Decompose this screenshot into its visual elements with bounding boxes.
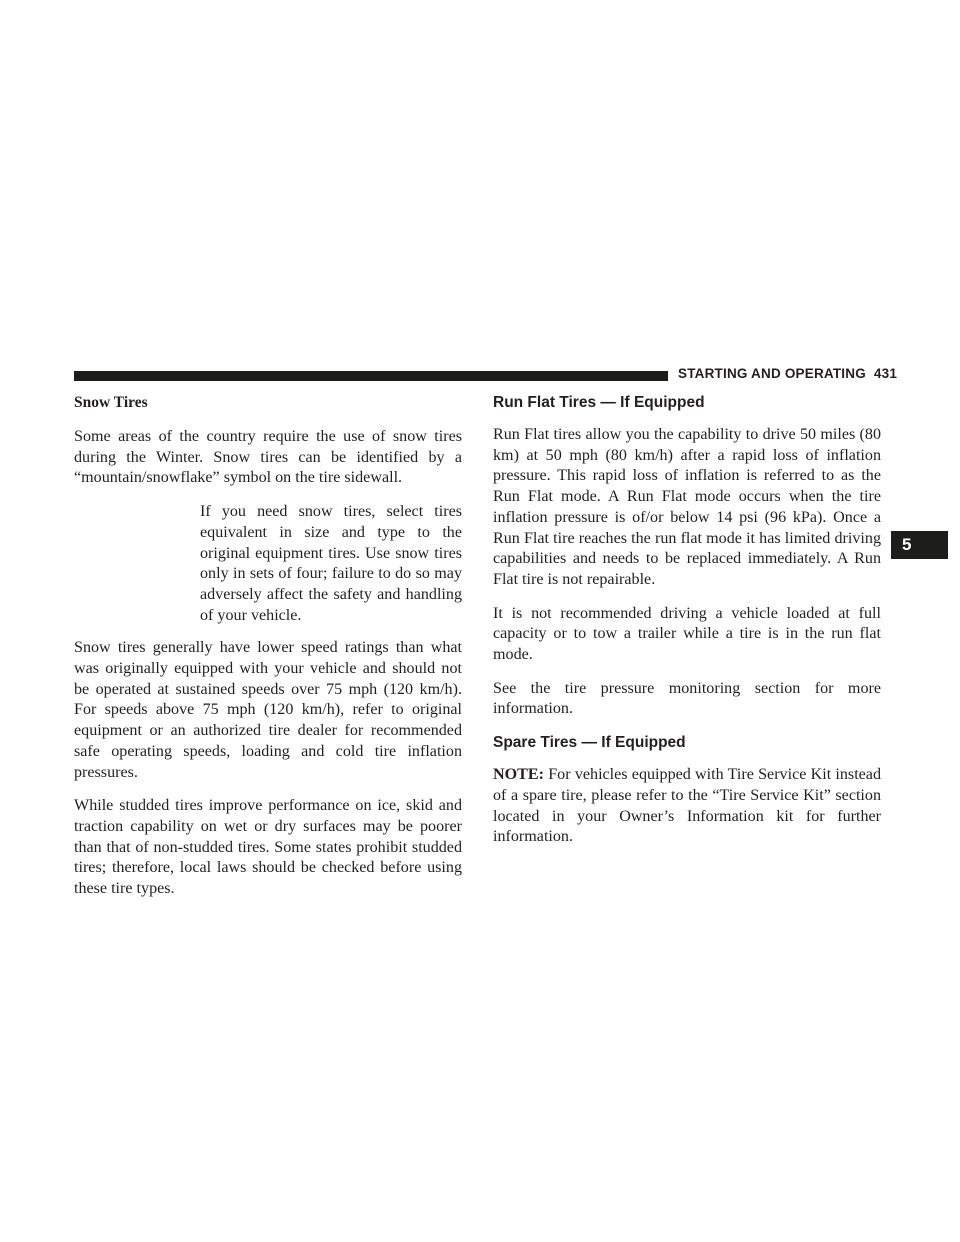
- running-header: [678, 366, 897, 381]
- snow-tires-heading: Snow Tires: [74, 394, 148, 411]
- chapter-tab: 5: [891, 531, 948, 559]
- snow-tires-warning-text: If you need snow tires, select tires equivalent in size and type to the original equipment tires. Use snow tires only in sets of four; failure to do so may adversely affect the safety and handling of your vehicle.: [200, 503, 462, 624]
- section-title: STARTING AND OPERATING: [678, 366, 866, 381]
- snow-tires-paragraph-3: Snow tires generally have lower speed ratings than what was originally equipped with your vehicle and should not be operated at sustained speeds over 75 mph (120 km/h). For speeds above 75 mph (120 km/h), refer to original equipment or an authorized tire dealer for recommended safe operating speeds, loading and cold tire inflation pressures.: [74, 639, 462, 781]
- note-text: For vehicles equipped with Tire Service Kit instead of a spare tire, please refer to the “Tire Service Kit” section located in your Owner’s Information kit for further information.: [493, 766, 881, 846]
- spare-tires-heading: Spare Tires — If Equipped: [493, 734, 686, 752]
- header-rule: [74, 371, 668, 381]
- run-flat-paragraph-1: Run Flat tires allow you the capability to drive 50 miles (80 km) at 50 mph (80 km/h) after a rapid loss of inflation pressure. This rapid loss of inflation is referred to as the Run Flat mode. A Run Flat mode occurs when the tire inflation pressure is of/or below 14 psi (96 kPa). Once a Run Flat tire reaches the run flat mode it has limited driving capabilities and needs to be replaced immediately. A Run Flat tire is not repairable.: [493, 426, 881, 588]
- note-label: NOTE:: [493, 766, 544, 784]
- run-flat-paragraph-2: It is not recommended driving a vehicle loaded at full capacity or to tow a trailer while a tire is in the run flat mode.: [493, 604, 881, 664]
- snow-tires-paragraph-4: While studded tires improve performance on ice, skid and traction capability on wet or dry surfaces may be poorer than that of non-studded tires. Some states prohibit studded tires; therefore, local laws should be checked before using these tire types.: [74, 797, 462, 898]
- snow-tires-paragraph-1: Some areas of the country require the use of snow tires during the Winter. Snow tires can be identified by a “mountain/snowflake” symbol on the tire sidewall.: [74, 428, 462, 487]
- run-flat-heading: Run Flat Tires — If Equipped: [493, 394, 705, 411]
- spare-tires-note: [493, 765, 881, 848]
- run-flat-paragraph-3: See the tire pressure monitoring section for more information.: [493, 679, 881, 718]
- left-column: [74, 393, 462, 913]
- page-number: 431: [873, 366, 898, 381]
- right-column: [493, 393, 881, 861]
